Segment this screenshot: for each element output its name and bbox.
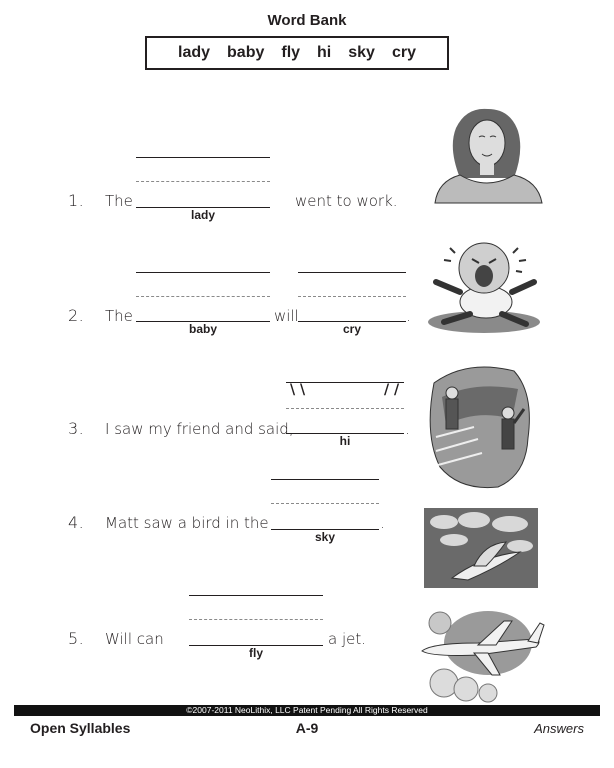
friends-waving-icon [422, 363, 532, 490]
question-text: . [380, 514, 385, 532]
writing-guide-top [298, 272, 406, 273]
footer-copyright: ©2007-2011 NeoLithix, LLC Patent Pending All Rights Reserved [14, 705, 600, 716]
word-bank-title: Word Bank [267, 12, 347, 29]
footer-answers-label: Answers [534, 721, 584, 736]
woman-portrait-icon [430, 103, 545, 205]
word-bank-word: sky [348, 44, 375, 61]
question-number: 5. [68, 629, 85, 648]
writing-guide-dashed [189, 619, 323, 620]
question-text: The [105, 192, 133, 210]
word-bank-word: cry [391, 44, 416, 61]
jet-airplane-icon [418, 603, 546, 703]
writing-guide-dashed [136, 296, 270, 297]
writing-guide-dashed [286, 408, 404, 409]
footer-lesson-title: Open Syllables [30, 720, 131, 736]
question-text: will [274, 307, 299, 325]
answer-text: fly [248, 646, 263, 660]
writing-guide-dashed [136, 181, 270, 182]
writing-guide-top [136, 272, 270, 273]
writing-guide-dashed [298, 296, 406, 297]
word-bank-word: lady [178, 44, 211, 61]
question-text: The [105, 307, 133, 325]
quote-mark-open: \ \ [290, 382, 306, 398]
answer-text: baby [188, 322, 217, 336]
question-number: 4. [68, 513, 85, 532]
writing-guide-top [136, 157, 270, 158]
crying-baby-icon [422, 232, 544, 335]
word-bank-word: baby [227, 44, 265, 61]
word-bank-word: fly [281, 44, 301, 61]
question-text: a jet. [328, 630, 367, 648]
bird-in-sky-icon [424, 508, 538, 588]
answer-text: cry [342, 322, 362, 336]
question-text: . [405, 420, 410, 438]
answer-text: lady [190, 208, 215, 222]
writing-guide-top [271, 479, 379, 480]
footer-page-number: A-9 [295, 720, 319, 736]
question-text: Will can [105, 630, 164, 648]
answer-text: sky [314, 530, 336, 544]
quote-mark-close: / / [384, 382, 400, 398]
question-text: went to work. [295, 192, 398, 210]
question-number: 1. [68, 191, 85, 210]
question-text: I saw my friend and said, [105, 420, 294, 438]
writing-guide-dashed [271, 503, 379, 504]
question-number: 2. [68, 306, 85, 325]
answer-text: hi [339, 434, 351, 448]
question-text: . [406, 307, 411, 325]
question-text: Matt saw a bird in the [105, 514, 269, 532]
word-bank-word: hi [317, 44, 332, 61]
word-bank-box [145, 36, 449, 70]
writing-guide-top [189, 595, 323, 596]
question-number: 3. [68, 419, 85, 438]
